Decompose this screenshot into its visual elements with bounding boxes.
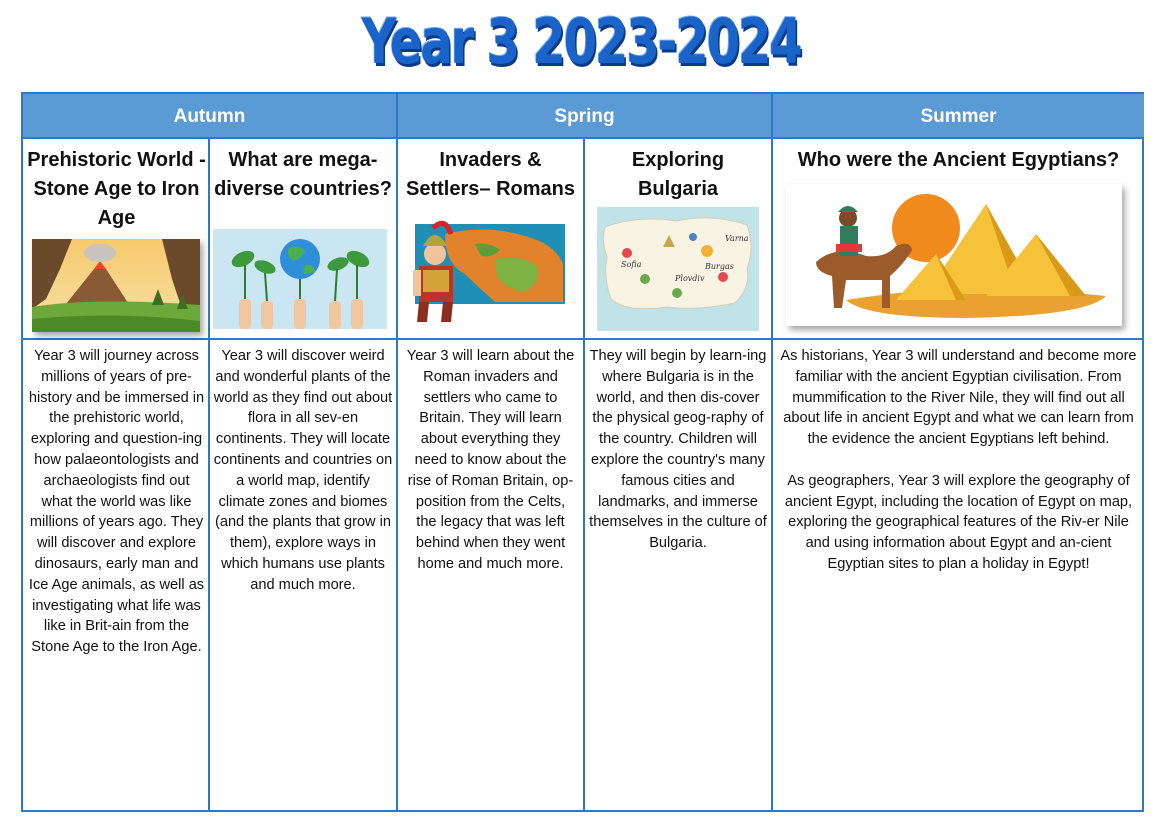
topic-heading-prehistoric: Prehistoric World - Stone Age to Iron Age	[27, 149, 206, 229]
globe-and-plants-image	[213, 229, 387, 329]
map-label-sofia: Sofia	[621, 260, 642, 269]
page-title: Year 3 2023-2024	[361, 5, 801, 78]
topic-heading-bulgaria: Exploring Bulgaria	[631, 149, 725, 200]
season-header-autumn: Autumn	[23, 94, 396, 139]
map-label-plovdiv: Plovdiv	[675, 274, 705, 283]
bulgaria-map-image	[597, 207, 759, 331]
curriculum-table	[21, 92, 1144, 812]
season-header-spring: Spring	[398, 94, 771, 139]
topic-description-mega-diverse: Year 3 will discover weird and wonderful plants of the world as they find out about flora in all sev-en continents. They will locate continents and countries on a world map, identify climate zones and biomes (and the plants that grow in them), explore ways in which humans use plants and much more.	[213, 348, 393, 593]
map-label-varna: Varna	[725, 234, 749, 243]
topic-heading-romans: Invaders & Settlers– Romans	[406, 149, 575, 200]
paragraph-spacer	[779, 450, 1138, 471]
volcano-landscape-image	[32, 239, 200, 332]
topic-description-egyptians	[773, 346, 1144, 575]
topic-heading-egyptians: Who were the Ancient Egyptians?	[797, 149, 1120, 171]
topic-description-romans: Year 3 will learn about the Roman invaders and settlers who came to Britain. They will learn about everything they need to know about the rise of Roman Britain, op-position from the Celts, the legacy that was left behind when they went home and much more.	[406, 348, 575, 572]
season-header-summer: Summer	[773, 94, 1144, 139]
topic-description-bulgaria: They will begin by learn-ing where Bulgaria is in the world, and then dis-cover the physical geog-raphy of the country. Children will explore the country's many famous cities and landmarks, and immerse themselves in the culture of Bulgaria.	[589, 348, 767, 552]
roman-soldier-map-image	[405, 214, 573, 324]
map-label-burgas: Burgas	[705, 262, 734, 271]
egyptians-historians-paragraph: As historians, Year 3 will understand and become more familiar with the ancient Egyptian civilisation. From mummification to the River Nile, they will find out all about life in ancient Egypt and what we can learn from the evidence the ancient Egyptians left behind.	[780, 348, 1137, 448]
pyramids-camel-image	[786, 184, 1122, 326]
egyptians-geographers-paragraph: As geographers, Year 3 will explore the geography of ancient Egypt, including the location of Egypt on map, exploring the geographical features of the Riv-er Nile and using information about Egypt and an-cient Egyptian sites to plan a holiday in Egypt!	[784, 472, 1133, 572]
topic-heading-mega-diverse: What are mega-diverse countries?	[214, 149, 392, 200]
topic-description-prehistoric: Year 3 will journey across millions of years of pre-history and be immersed in the prehistoric world, exploring and question-ing how palaeontologists and archaeologists find out what the world was like millions of years ago. They will discover and explore dinosaurs, early man and Ice Age animals, as well as investigating what life was like in Brit-ain from the Stone Age to the Iron Age.	[28, 348, 205, 656]
